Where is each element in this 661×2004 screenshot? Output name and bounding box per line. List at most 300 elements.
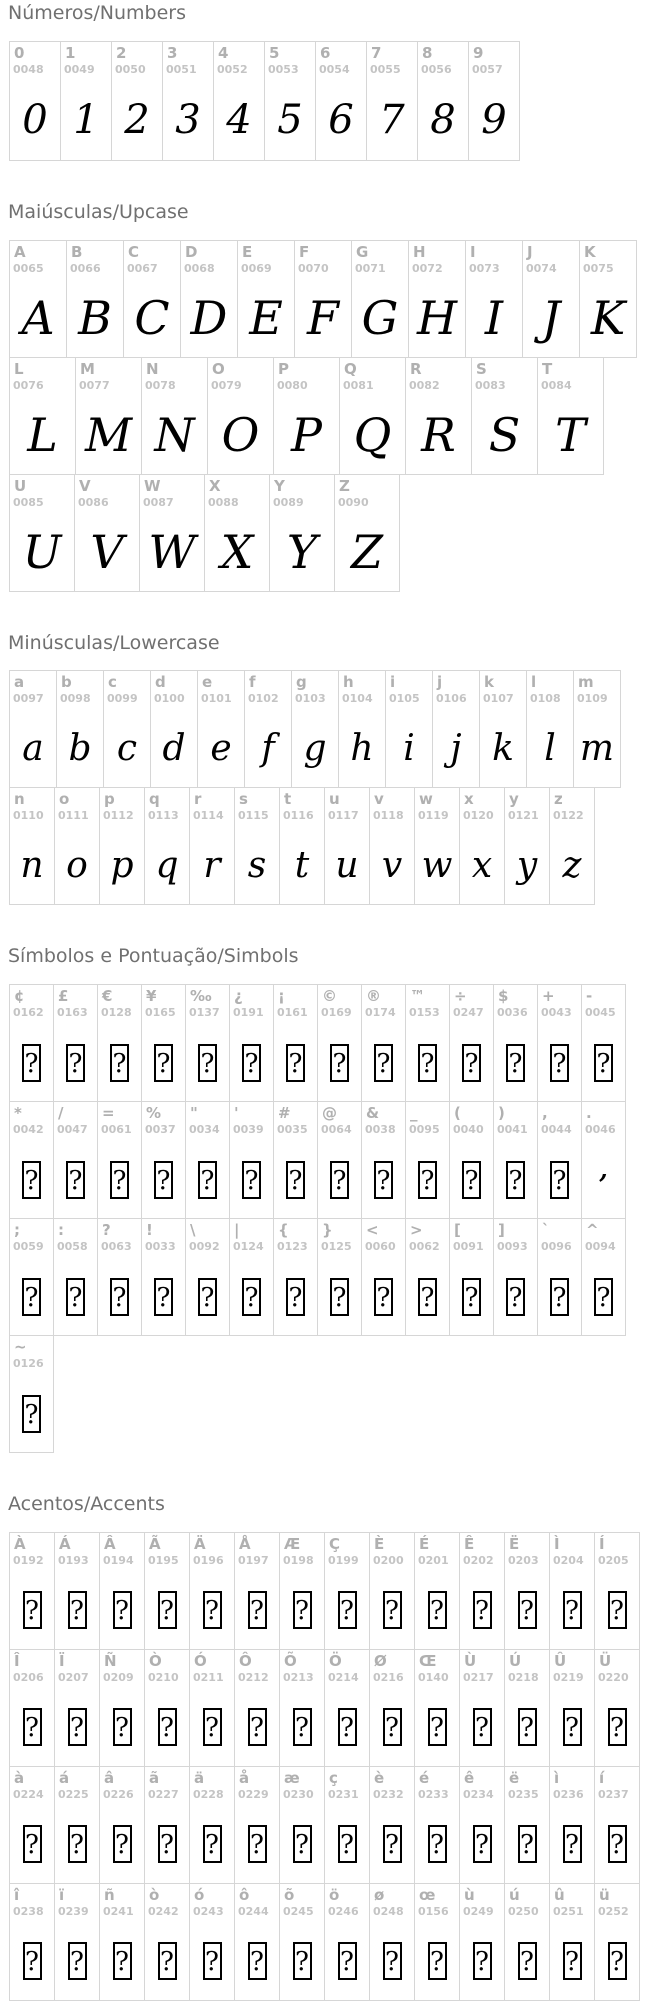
- unicode-label: 0116: [283, 809, 314, 823]
- glyph-cell-0198: [279, 1532, 325, 1650]
- glyph-cell-0049: [60, 41, 112, 161]
- char-label: 5: [269, 43, 280, 62]
- char-label: ñ: [104, 1885, 115, 1904]
- missing-glyph-box: [418, 1044, 437, 1082]
- glyph: M: [84, 408, 133, 463]
- glyph-area: [280, 1808, 324, 1881]
- glyph-row: [9, 1335, 661, 1453]
- glyph-cell-0251: [549, 1883, 595, 2001]
- glyph-cell-0036: [493, 984, 538, 1102]
- glyph-row: [9, 1532, 661, 1650]
- glyph-area: [100, 1574, 144, 1647]
- glyph-cell-0247: [449, 984, 494, 1102]
- glyph-cell-0094: [581, 1218, 626, 1336]
- glyph-area: [238, 282, 294, 355]
- unicode-label: 0115: [238, 809, 269, 823]
- glyph-area: [142, 1026, 185, 1099]
- glyph-area: [538, 399, 603, 472]
- glyph-area: [265, 83, 315, 158]
- missing-glyph-question-mark: ?: [156, 1165, 171, 1196]
- glyph-area: [406, 1026, 449, 1099]
- missing-glyph-box: [154, 1161, 173, 1199]
- glyph-cell-0091: [449, 1218, 494, 1336]
- char-label: T: [542, 359, 553, 378]
- char-label: >: [410, 1221, 423, 1240]
- glyph: D: [190, 291, 228, 346]
- glyph-area: [10, 712, 56, 785]
- char-label: ä: [194, 1768, 205, 1787]
- missing-glyph-box: [608, 1825, 627, 1863]
- unicode-label: 0248: [373, 1904, 404, 1918]
- section-title-numbers: Números/Numbers: [8, 2, 186, 24]
- glyph: x: [471, 844, 493, 886]
- missing-glyph-question-mark: ?: [565, 1713, 579, 1744]
- char-label: â: [104, 1768, 115, 1787]
- missing-glyph-box: [203, 1942, 222, 1980]
- unicode-label: 0161: [277, 1006, 308, 1020]
- unicode-label: 0112: [103, 809, 134, 823]
- missing-glyph-box: [293, 1942, 312, 1980]
- glyph-cell-0076: [9, 357, 76, 475]
- missing-glyph-question-mark: ?: [596, 1048, 611, 1079]
- glyph: Z: [351, 525, 383, 580]
- missing-glyph-box: [428, 1942, 447, 1980]
- glyph-table-upcase: [9, 240, 661, 592]
- glyph-cell-0252: [594, 1883, 640, 2001]
- missing-glyph-question-mark: ?: [200, 1165, 215, 1196]
- char-label: c: [108, 673, 117, 692]
- char-label: P: [278, 359, 289, 378]
- missing-glyph-question-mark: ?: [475, 1713, 489, 1744]
- glyph-area: [124, 282, 180, 355]
- section-accents: [0, 1493, 661, 2001]
- unicode-label: 0107: [483, 692, 514, 706]
- unicode-label: 0053: [268, 62, 299, 76]
- char-label: ™: [410, 987, 425, 1006]
- missing-glyph-question-mark: ?: [385, 1596, 399, 1627]
- missing-glyph-box: [383, 1942, 402, 1980]
- char-label: q: [149, 790, 160, 809]
- char-label: _: [410, 1104, 418, 1123]
- glyph-area: [325, 1808, 369, 1881]
- glyph-area: [550, 1691, 594, 1764]
- glyph-cell-0093: [493, 1218, 538, 1336]
- missing-glyph-box: [110, 1044, 129, 1082]
- missing-glyph-box: [428, 1591, 447, 1629]
- glyph-area: [415, 829, 459, 902]
- char-label: æ: [284, 1768, 300, 1787]
- missing-glyph-question-mark: ?: [475, 1947, 489, 1978]
- glyph-area: [208, 399, 273, 472]
- glyph-cell-0207: [54, 1649, 100, 1767]
- glyph: n: [20, 844, 44, 886]
- glyph: t: [294, 844, 310, 886]
- unicode-label: 0085: [13, 495, 44, 509]
- char-label: j: [437, 673, 443, 692]
- char-label: /: [58, 1104, 64, 1123]
- glyph-cell-0041: [493, 1101, 538, 1219]
- char-label: é: [419, 1768, 430, 1787]
- glyph-area: [140, 516, 204, 589]
- unicode-label: 0061: [101, 1123, 132, 1137]
- unicode-label: 0243: [193, 1904, 224, 1918]
- char-label: d: [155, 673, 166, 692]
- missing-glyph-question-mark: ?: [156, 1048, 171, 1079]
- glyph-area: [98, 1026, 141, 1099]
- glyph-cell-0193: [54, 1532, 100, 1650]
- unicode-label: 0197: [238, 1553, 269, 1567]
- char-label: ì: [554, 1768, 560, 1787]
- char-label: á: [59, 1768, 70, 1787]
- glyph-area: [10, 1026, 53, 1099]
- glyph-area: [415, 1691, 459, 1764]
- unicode-label: 0169: [321, 1006, 352, 1020]
- glyph: A: [21, 291, 55, 346]
- glyph-area: [186, 1260, 229, 1333]
- char-label: ç: [329, 1768, 338, 1787]
- char-label: ': [234, 1104, 239, 1123]
- missing-glyph-box: [293, 1825, 312, 1863]
- char-label: õ: [284, 1885, 295, 1904]
- glyph-area: [370, 829, 414, 902]
- missing-glyph-question-mark: ?: [385, 1947, 399, 1978]
- glyph-area: [415, 1925, 459, 1998]
- glyph: w: [421, 844, 453, 886]
- missing-glyph-box: [286, 1044, 305, 1082]
- glyph-cell-0045: [581, 984, 626, 1102]
- char-label: l: [531, 673, 537, 692]
- glyph: l: [544, 727, 556, 769]
- missing-glyph-box: [608, 1942, 627, 1980]
- unicode-label: 0081: [343, 378, 374, 392]
- unicode-label: 0062: [409, 1240, 440, 1254]
- glyph-table-accents: [9, 1532, 661, 2001]
- unicode-label: 0247: [453, 1006, 484, 1020]
- glyph-cell-0174: [361, 984, 406, 1102]
- glyph-area: [280, 1925, 324, 1998]
- glyph-area: [214, 83, 264, 158]
- glyph-area: [10, 1925, 54, 1998]
- glyph-area: [163, 83, 213, 158]
- missing-glyph-box: [158, 1591, 177, 1629]
- glyph-area: [415, 1574, 459, 1647]
- glyph-area: [245, 712, 291, 785]
- unicode-label: 0122: [553, 809, 584, 823]
- glyph: N: [154, 408, 195, 463]
- glyph-area: [10, 1143, 53, 1216]
- glyph: K: [590, 291, 626, 346]
- missing-glyph-box: [518, 1942, 537, 1980]
- glyph: 0: [22, 97, 48, 144]
- glyph-cell-0225: [54, 1766, 100, 1884]
- glyph-cell-0067: [123, 240, 181, 358]
- char-label: ): [498, 1104, 505, 1123]
- glyph-area: [230, 1143, 273, 1216]
- glyph: G: [361, 291, 399, 346]
- glyph-cell-0108: [526, 670, 574, 788]
- missing-glyph-question-mark: ?: [385, 1830, 399, 1861]
- char-label: €: [102, 987, 113, 1006]
- char-label: r: [194, 790, 202, 809]
- missing-glyph-box: [506, 1278, 525, 1316]
- char-label: a: [14, 673, 25, 692]
- glyph: Q: [353, 408, 392, 463]
- glyph-area: [538, 1260, 581, 1333]
- unicode-label: 0200: [373, 1553, 404, 1567]
- glyph: p: [110, 844, 134, 886]
- glyph-cell-0238: [9, 1883, 55, 2001]
- glyph-cell-0153: [405, 984, 450, 1102]
- glyph-cell-0197: [234, 1532, 280, 1650]
- missing-glyph-box: [518, 1591, 537, 1629]
- glyph-cell-0040: [449, 1101, 494, 1219]
- glyph-area: [505, 829, 549, 902]
- unicode-label: 0250: [508, 1904, 539, 1918]
- missing-glyph-question-mark: ?: [25, 1713, 39, 1744]
- glyph-cell-0209: [99, 1649, 145, 1767]
- char-label: h: [343, 673, 354, 692]
- unicode-label: 0233: [418, 1787, 449, 1801]
- glyph-cell-0235: [504, 1766, 550, 1884]
- missing-glyph-box: [286, 1278, 305, 1316]
- char-label: ‰: [190, 987, 212, 1006]
- unicode-label: 0204: [553, 1553, 584, 1567]
- glyph-area: [292, 712, 338, 785]
- glyph-cell-0068: [180, 240, 238, 358]
- unicode-label: 0041: [497, 1123, 528, 1137]
- char-label: #: [278, 1104, 291, 1123]
- glyph-area: [466, 282, 522, 355]
- glyph: y: [516, 844, 538, 886]
- char-label: (: [454, 1104, 461, 1123]
- glyph-area: [494, 1260, 537, 1333]
- glyph: o: [66, 844, 88, 886]
- glyph-cell-0191: [229, 984, 274, 1102]
- glyph-cell-0089: [269, 474, 335, 592]
- glyph-area: [145, 1574, 189, 1647]
- missing-glyph-question-mark: ?: [520, 1947, 534, 1978]
- unicode-label: 0194: [103, 1553, 134, 1567]
- glyph-row: [9, 41, 661, 161]
- char-label: f: [249, 673, 256, 692]
- glyph-area: [472, 399, 537, 472]
- char-label: 8: [422, 43, 433, 62]
- glyph-cell-0161: [273, 984, 318, 1102]
- missing-glyph-box: [550, 1044, 569, 1082]
- glyph-cell-0095: [405, 1101, 450, 1219]
- char-label: ¿: [234, 987, 243, 1006]
- unicode-label: 0089: [273, 495, 304, 509]
- glyph-cell-0237: [594, 1766, 640, 1884]
- glyph-area: [186, 1026, 229, 1099]
- unicode-label: 0070: [298, 261, 329, 275]
- glyph: V: [90, 525, 124, 580]
- missing-glyph-question-mark: ?: [288, 1048, 303, 1079]
- glyph-area: [367, 83, 417, 158]
- glyph-area: [54, 1143, 97, 1216]
- glyph-cell-0073: [465, 240, 523, 358]
- char-label: R: [410, 359, 422, 378]
- glyph-table-lowercase: [9, 670, 661, 905]
- missing-glyph-box: [66, 1161, 85, 1199]
- missing-glyph-box: [518, 1825, 537, 1863]
- glyph: 3: [175, 97, 201, 144]
- glyph-area: [595, 1925, 639, 1998]
- unicode-label: 0045: [585, 1006, 616, 1020]
- glyph: g: [303, 727, 327, 769]
- glyph-area: [582, 1026, 625, 1099]
- unicode-label: 0104: [342, 692, 373, 706]
- glyph-area: [362, 1260, 405, 1333]
- unicode-label: 0068: [184, 261, 215, 275]
- glyph-area: [406, 399, 471, 472]
- unicode-label: 0228: [193, 1787, 224, 1801]
- unicode-label: 0048: [13, 62, 44, 76]
- missing-glyph-question-mark: ?: [430, 1947, 444, 1978]
- missing-glyph-question-mark: ?: [340, 1947, 354, 1978]
- char-label: k: [484, 673, 494, 692]
- glyph-area: [460, 1808, 504, 1881]
- char-label: U: [14, 476, 27, 495]
- glyph-cell-0092: [185, 1218, 230, 1336]
- char-label: œ: [419, 1885, 436, 1904]
- missing-glyph-box: [338, 1591, 357, 1629]
- unicode-label: 0042: [13, 1123, 44, 1137]
- glyph-area: [235, 1574, 279, 1647]
- glyph-cell-0034: [185, 1101, 230, 1219]
- glyph-cell-0050: [111, 41, 163, 161]
- char-label: ~: [14, 1338, 27, 1357]
- missing-glyph-question-mark: ?: [475, 1596, 489, 1627]
- unicode-label: 0212: [238, 1670, 269, 1684]
- char-label: ó: [194, 1885, 205, 1904]
- unicode-label: 0039: [233, 1123, 264, 1137]
- missing-glyph-question-mark: ?: [430, 1596, 444, 1627]
- missing-glyph-box: [22, 1044, 41, 1082]
- missing-glyph-question-mark: ?: [332, 1165, 347, 1196]
- char-label: í: [599, 1768, 605, 1787]
- unicode-label: 0058: [57, 1240, 88, 1254]
- glyph-cell-0200: [369, 1532, 415, 1650]
- char-label: Ü: [599, 1651, 612, 1670]
- glyph: I: [484, 291, 504, 346]
- char-label: Õ: [284, 1651, 297, 1670]
- unicode-label: 0102: [248, 692, 279, 706]
- unicode-label: 0094: [585, 1240, 616, 1254]
- glyph-area: [75, 516, 139, 589]
- glyph-cell-0114: [189, 787, 235, 905]
- missing-glyph-question-mark: ?: [25, 1830, 39, 1861]
- glyph-cell-0214: [324, 1649, 370, 1767]
- glyph-area: [335, 516, 399, 589]
- unicode-label: 0196: [193, 1553, 224, 1567]
- missing-glyph-question-mark: ?: [244, 1282, 259, 1313]
- glyph-area: [386, 712, 432, 785]
- missing-glyph-question-mark: ?: [250, 1596, 264, 1627]
- unicode-label: 0075: [583, 261, 614, 275]
- glyph-cell-0163: [53, 984, 98, 1102]
- glyph-cell-0220: [594, 1649, 640, 1767]
- unicode-label: 0211: [193, 1670, 224, 1684]
- section-title-lowercase: Minúsculas/Lowercase: [8, 631, 220, 654]
- unicode-label: 0219: [553, 1670, 584, 1684]
- glyph-area: [595, 1808, 639, 1881]
- glyph-area: [409, 282, 465, 355]
- missing-glyph-question-mark: ?: [520, 1713, 534, 1744]
- char-label: \: [190, 1221, 196, 1240]
- char-label: ]: [498, 1221, 505, 1240]
- unicode-label: 0083: [475, 378, 506, 392]
- char-label: Æ: [284, 1534, 301, 1553]
- glyph-cell-0226: [99, 1766, 145, 1884]
- glyph: k: [492, 727, 514, 769]
- unicode-label: 0084: [541, 378, 572, 392]
- glyph-area: [76, 399, 141, 472]
- missing-glyph-question-mark: ?: [340, 1713, 354, 1744]
- unicode-label: 0069: [241, 261, 272, 275]
- glyph-area: [318, 1143, 361, 1216]
- unicode-label: 0092: [189, 1240, 220, 1254]
- glyph: i: [403, 727, 415, 769]
- glyph-cell-0219: [549, 1649, 595, 1767]
- glyph-area: [10, 829, 54, 902]
- glyph-area: [10, 282, 66, 355]
- unicode-label: 0201: [418, 1553, 449, 1567]
- missing-glyph-question-mark: ?: [68, 1282, 83, 1313]
- glyph: u: [335, 844, 359, 886]
- missing-glyph-question-mark: ?: [565, 1947, 579, 1978]
- unicode-label: 0050: [115, 62, 146, 76]
- missing-glyph-question-mark: ?: [24, 1165, 39, 1196]
- missing-glyph-box: [563, 1591, 582, 1629]
- missing-glyph-question-mark: ?: [250, 1713, 264, 1744]
- missing-glyph-box: [203, 1708, 222, 1746]
- glyph-area: [325, 829, 369, 902]
- char-label: =: [102, 1104, 115, 1123]
- char-label: t: [284, 790, 292, 809]
- glyph-area: [582, 1260, 625, 1333]
- glyph-cell-0071: [351, 240, 409, 358]
- glyph-cell-0248: [369, 1883, 415, 2001]
- unicode-label: 0036: [497, 1006, 528, 1020]
- char-label: Œ: [419, 1651, 437, 1670]
- glyph-area: [100, 829, 144, 902]
- unicode-label: 0037: [145, 1123, 176, 1137]
- glyph-area: [494, 1143, 537, 1216]
- char-label: Ñ: [104, 1651, 117, 1670]
- glyph-cell-0192: [9, 1532, 55, 1650]
- missing-glyph-box: [594, 1044, 613, 1082]
- glyph-cell-0042: [9, 1101, 54, 1219]
- missing-glyph-box: [113, 1825, 132, 1863]
- glyph-area: [582, 1143, 625, 1216]
- missing-glyph-question-mark: ?: [205, 1596, 219, 1627]
- glyph-cell-0063: [97, 1218, 142, 1336]
- unicode-label: 0077: [79, 378, 110, 392]
- char-label: Ò: [149, 1651, 162, 1670]
- glyph-area: [67, 282, 123, 355]
- unicode-label: 0073: [469, 261, 500, 275]
- glyph: e: [210, 727, 232, 769]
- missing-glyph-question-mark: ?: [610, 1830, 624, 1861]
- missing-glyph-question-mark: ?: [156, 1282, 171, 1313]
- glyph-area: [550, 1574, 594, 1647]
- glyph: r: [203, 844, 221, 886]
- char-label: î: [14, 1885, 20, 1904]
- missing-glyph-box: [473, 1591, 492, 1629]
- char-label: Ù: [464, 1651, 477, 1670]
- section-lowercase: [0, 632, 661, 906]
